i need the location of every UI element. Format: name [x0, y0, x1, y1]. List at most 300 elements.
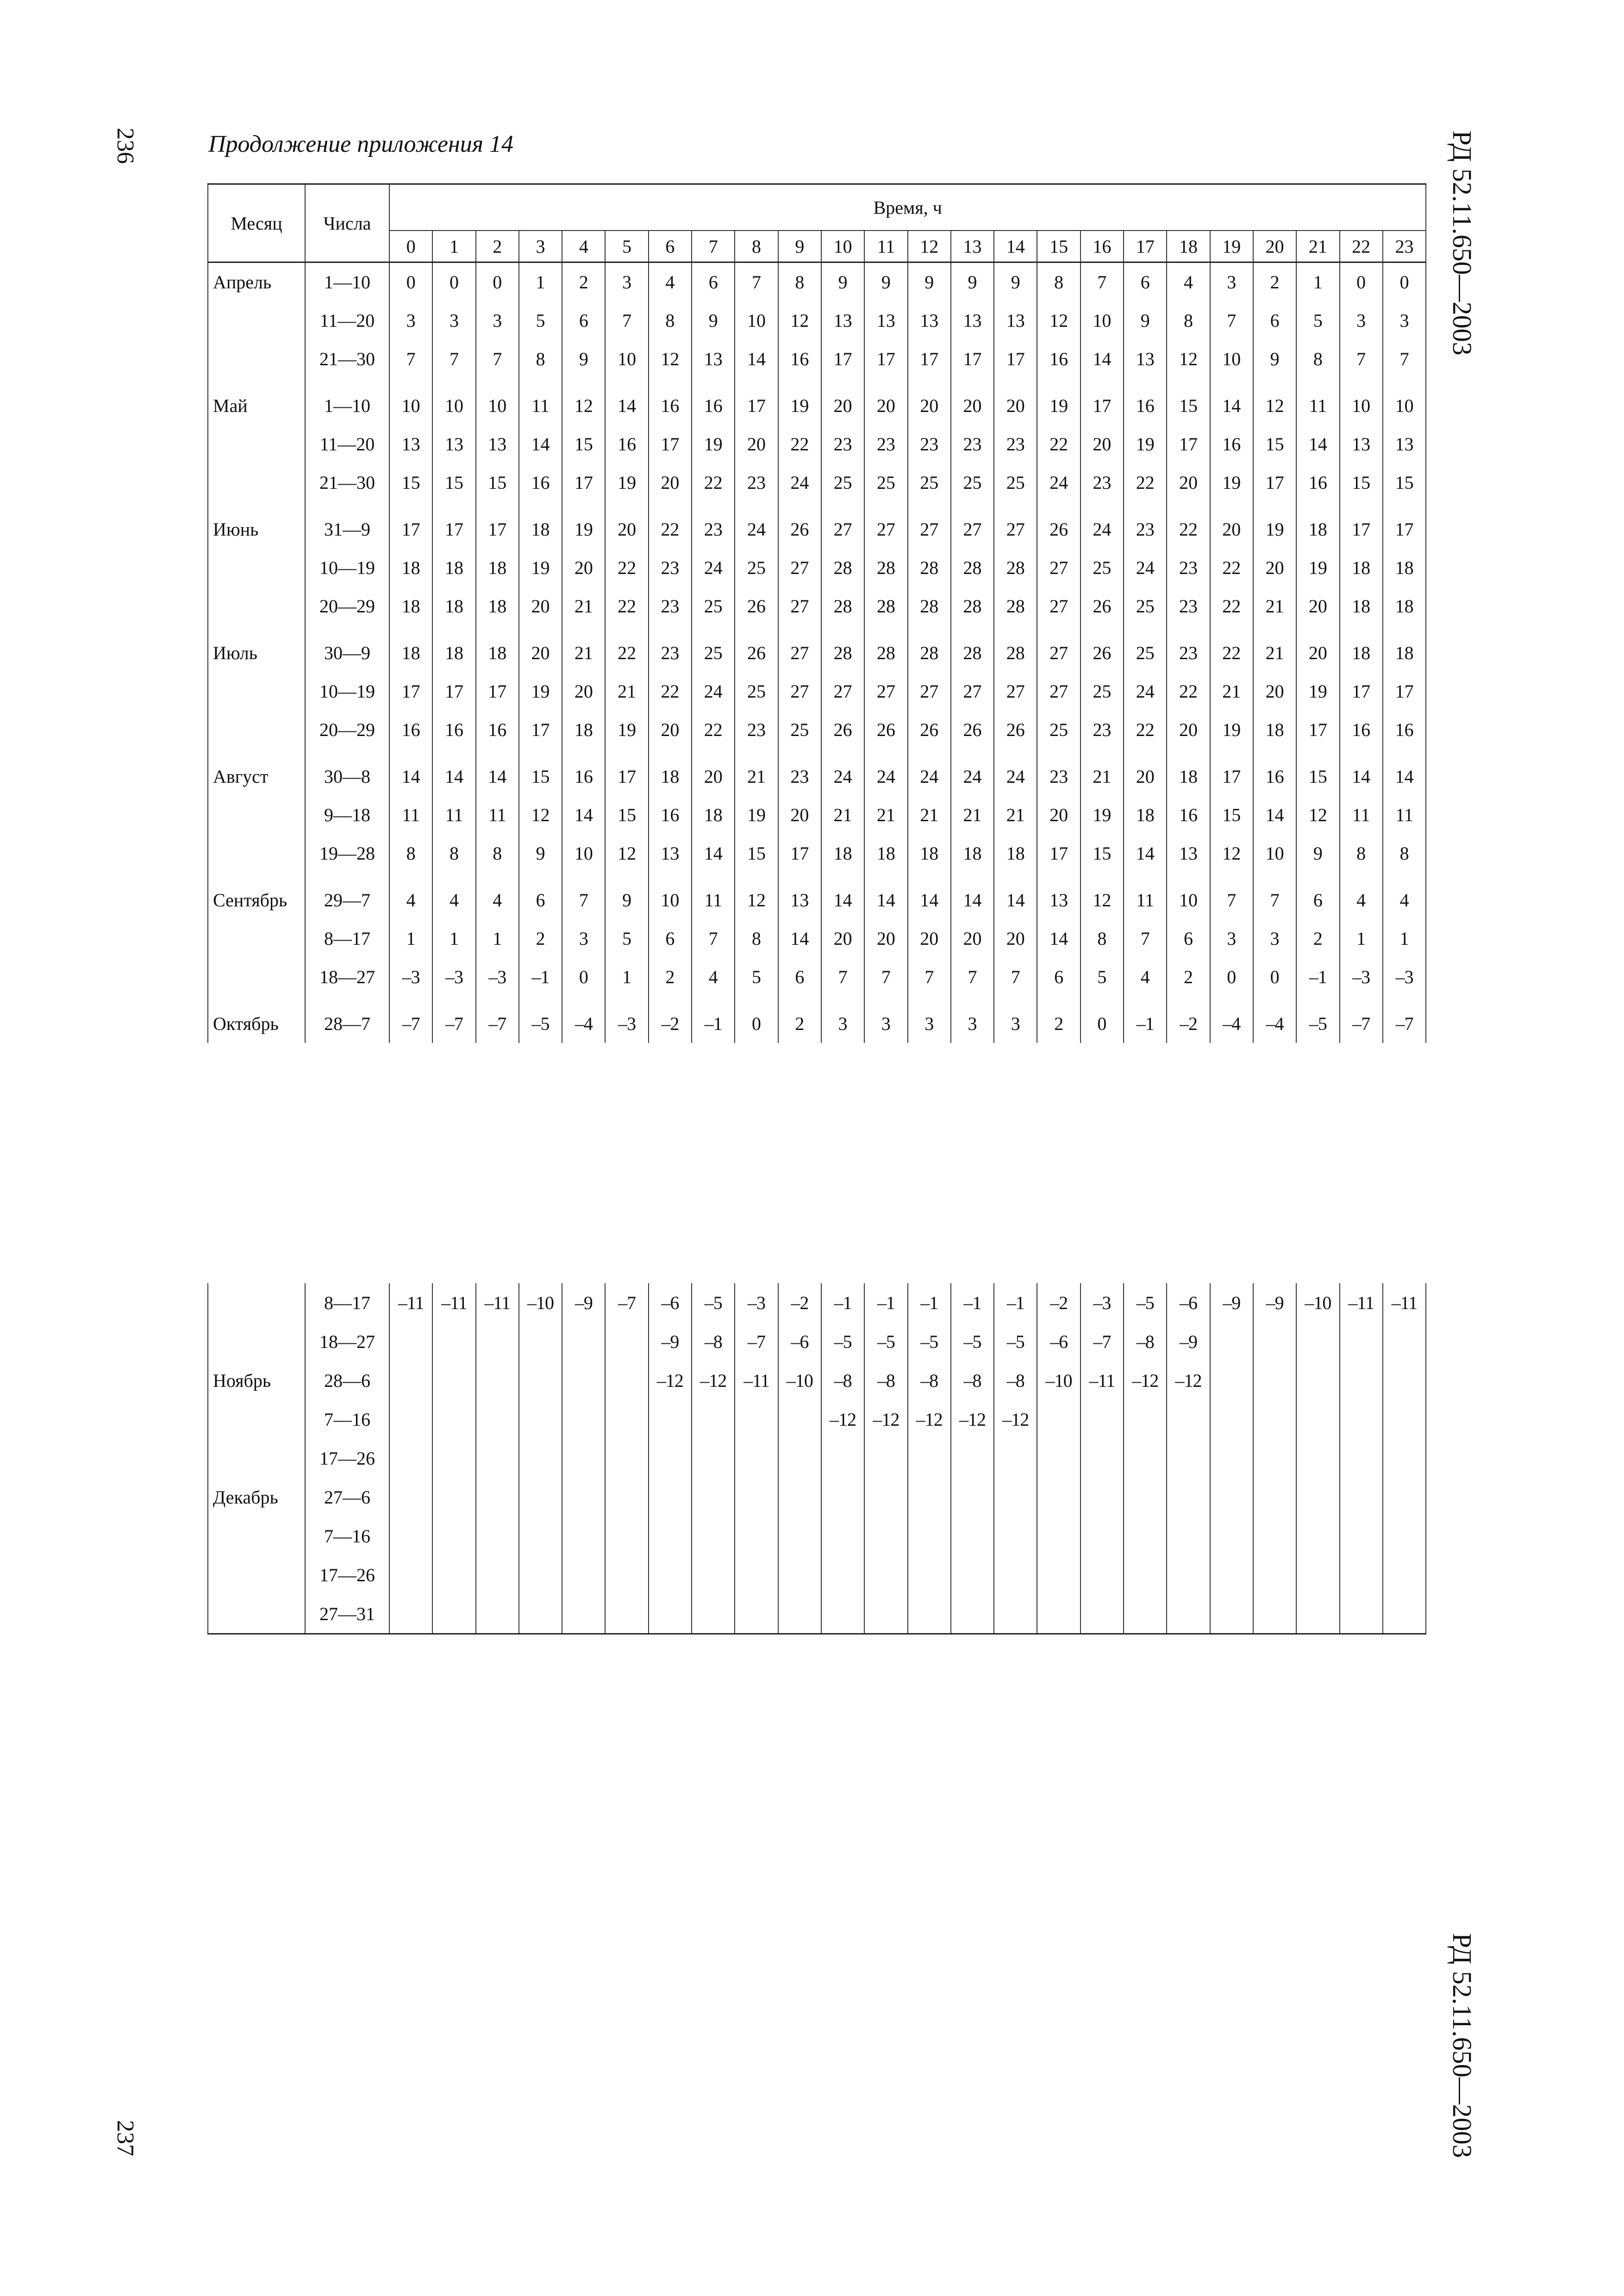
value-cell: 13 [649, 834, 692, 873]
value-cell: 16 [476, 711, 519, 749]
value-cell: 23 [1167, 549, 1210, 587]
value-cell: 28 [994, 549, 1037, 587]
value-cell [605, 1439, 648, 1478]
month-cell [208, 834, 305, 873]
value-cell: 28 [864, 549, 907, 587]
value-cell: 2 [1037, 996, 1080, 1043]
month-cell [208, 958, 305, 996]
dates-cell: 27—31 [305, 1594, 389, 1634]
value-cell [735, 1516, 778, 1555]
value-cell: 11 [476, 796, 519, 834]
document-code-top: РД 52.11.650—2003 [1447, 131, 1477, 356]
hours-header-row [208, 231, 1426, 262]
dates-cell: 11—20 [305, 301, 389, 340]
value-cell: 27 [821, 502, 864, 549]
value-cell: 18 [1340, 587, 1383, 625]
value-cell: 21 [1081, 749, 1124, 796]
value-cell: 20 [821, 919, 864, 958]
value-cell [1383, 1361, 1426, 1400]
dates-cell: 9—18 [305, 796, 389, 834]
value-cell: 3 [864, 996, 907, 1043]
value-cell [432, 1594, 475, 1634]
value-cell [1340, 1478, 1383, 1516]
value-cell [389, 1439, 432, 1478]
value-cell: 17 [821, 340, 864, 378]
value-cell: –5 [692, 1283, 735, 1322]
value-cell: 14 [519, 425, 562, 463]
value-cell: 25 [821, 463, 864, 502]
value-cell [1383, 1400, 1426, 1439]
value-cell: 2 [778, 996, 821, 1043]
value-cell: 21 [821, 796, 864, 834]
dates-cell: 18—27 [305, 1322, 389, 1361]
value-cell: 12 [1167, 340, 1210, 378]
value-cell: 13 [476, 425, 519, 463]
value-cell [605, 1400, 648, 1439]
value-cell: 9 [994, 262, 1037, 302]
value-cell: 15 [562, 425, 605, 463]
value-cell: 19 [1037, 378, 1080, 425]
value-cell: 17 [994, 340, 1037, 378]
value-cell: 9 [692, 301, 735, 340]
value-cell: 27 [994, 672, 1037, 711]
value-cell [1124, 1439, 1167, 1478]
value-cell: 0 [432, 262, 475, 302]
value-cell: 8 [432, 834, 475, 873]
value-cell: 20 [519, 625, 562, 672]
table-row [208, 996, 1426, 1043]
value-cell: 20 [908, 919, 951, 958]
month-column-header: Месяц [208, 184, 305, 262]
value-cell: 22 [1210, 625, 1253, 672]
value-cell: 13 [1167, 834, 1210, 873]
value-cell: –1 [908, 1283, 951, 1322]
value-cell: 6 [519, 873, 562, 919]
value-cell: 27 [1037, 587, 1080, 625]
hour-header: 9 [778, 231, 821, 262]
value-cell [951, 1594, 994, 1634]
value-cell: 16 [1340, 711, 1383, 749]
value-cell: 6 [1167, 919, 1210, 958]
value-cell: 19 [1081, 796, 1124, 834]
value-cell: 11 [1296, 378, 1339, 425]
value-cell: 3 [562, 919, 605, 958]
value-cell: 17 [389, 502, 432, 549]
value-cell: 26 [778, 502, 821, 549]
value-cell: 7 [692, 919, 735, 958]
value-cell: 15 [1253, 425, 1296, 463]
table-row [208, 378, 1426, 425]
value-cell: 18 [1383, 587, 1426, 625]
value-cell: 25 [864, 463, 907, 502]
value-cell [692, 1594, 735, 1634]
value-cell: –8 [994, 1361, 1037, 1400]
value-cell: 14 [821, 873, 864, 919]
value-cell: 20 [519, 587, 562, 625]
value-cell: 8 [476, 834, 519, 873]
hour-header: 16 [1081, 231, 1124, 262]
dates-cell: 8—17 [305, 919, 389, 958]
value-cell: 7 [1253, 873, 1296, 919]
value-cell: 8 [1167, 301, 1210, 340]
value-cell [821, 1439, 864, 1478]
value-cell: 25 [692, 625, 735, 672]
value-cell [649, 1478, 692, 1516]
value-cell: 4 [389, 873, 432, 919]
value-cell: –8 [821, 1361, 864, 1400]
table-row [208, 340, 1426, 378]
value-cell: 19 [692, 425, 735, 463]
value-cell: 17 [519, 711, 562, 749]
value-cell: 28 [951, 549, 994, 587]
value-cell: 0 [735, 996, 778, 1043]
value-cell: 25 [908, 463, 951, 502]
value-cell [692, 1478, 735, 1516]
value-cell: 19 [605, 463, 648, 502]
value-cell: 20 [1167, 463, 1210, 502]
value-cell: 25 [735, 672, 778, 711]
month-cell: Июль [208, 625, 305, 672]
value-cell [994, 1555, 1037, 1594]
value-cell [1081, 1400, 1124, 1439]
value-cell [908, 1439, 951, 1478]
value-cell: 1 [432, 919, 475, 958]
value-cell: 20 [951, 378, 994, 425]
table-row [208, 919, 1426, 958]
value-cell: 28 [994, 625, 1037, 672]
month-cell: Ноябрь [208, 1361, 305, 1400]
value-cell: 8 [735, 919, 778, 958]
hour-header: 5 [605, 231, 648, 262]
value-cell: 12 [605, 834, 648, 873]
month-cell [208, 1516, 305, 1555]
value-cell: 22 [1124, 463, 1167, 502]
value-cell: 6 [1253, 301, 1296, 340]
value-cell: 25 [1037, 711, 1080, 749]
value-cell: –1 [821, 1283, 864, 1322]
value-cell: 24 [864, 749, 907, 796]
value-cell: 0 [562, 958, 605, 996]
value-cell: 1 [1340, 919, 1383, 958]
value-cell: 20 [649, 463, 692, 502]
value-cell: 14 [1253, 796, 1296, 834]
value-cell: 17 [1340, 502, 1383, 549]
value-cell: 25 [1081, 549, 1124, 587]
value-cell: 18 [1253, 711, 1296, 749]
value-cell: 14 [605, 378, 648, 425]
value-cell [519, 1478, 562, 1516]
value-cell [735, 1555, 778, 1594]
value-cell: 7 [1210, 873, 1253, 919]
value-cell: 1 [389, 919, 432, 958]
value-cell: –11 [735, 1361, 778, 1400]
value-cell: 13 [432, 425, 475, 463]
value-cell: 9 [1124, 301, 1167, 340]
hour-header: 7 [692, 231, 735, 262]
value-cell [951, 1439, 994, 1478]
value-cell: –10 [1296, 1283, 1339, 1322]
value-cell: 18 [432, 587, 475, 625]
value-cell: 18 [519, 502, 562, 549]
value-cell: 14 [778, 919, 821, 958]
value-cell: 16 [778, 340, 821, 378]
value-cell: –4 [1253, 996, 1296, 1043]
value-cell: –11 [389, 1283, 432, 1322]
value-cell: –7 [389, 996, 432, 1043]
value-cell: 21 [562, 587, 605, 625]
value-cell [476, 1555, 519, 1594]
value-cell: 10 [1081, 301, 1124, 340]
table-row [208, 711, 1426, 749]
value-cell [692, 1555, 735, 1594]
value-cell: –7 [1383, 996, 1426, 1043]
value-cell: 28 [908, 549, 951, 587]
value-cell: 22 [1210, 587, 1253, 625]
value-cell: –8 [864, 1361, 907, 1400]
continuation-title: Продолжение приложения 14 [208, 131, 513, 157]
value-cell: 27 [1037, 625, 1080, 672]
value-cell [432, 1555, 475, 1594]
value-cell: –7 [1081, 1322, 1124, 1361]
value-cell [1081, 1439, 1124, 1478]
value-cell: –5 [994, 1322, 1037, 1361]
value-cell: 19 [735, 796, 778, 834]
value-cell: 9 [951, 262, 994, 302]
value-cell [562, 1594, 605, 1634]
value-cell: 23 [692, 502, 735, 549]
value-cell: 17 [778, 834, 821, 873]
dates-cell: 30—8 [305, 749, 389, 796]
value-cell: 18 [1296, 502, 1339, 549]
value-cell: 23 [1167, 625, 1210, 672]
month-cell: Август [208, 749, 305, 796]
table-row [208, 463, 1426, 502]
value-cell: 20 [1253, 549, 1296, 587]
value-cell: 21 [864, 796, 907, 834]
value-cell: –9 [1210, 1283, 1253, 1322]
month-cell [208, 1322, 305, 1361]
month-cell [208, 1594, 305, 1634]
value-cell [1383, 1439, 1426, 1478]
value-cell: 18 [432, 625, 475, 672]
value-cell: 1 [1383, 919, 1426, 958]
value-cell: 28 [908, 625, 951, 672]
value-cell: 16 [605, 425, 648, 463]
dates-cell: 20—29 [305, 587, 389, 625]
value-cell: 18 [821, 834, 864, 873]
value-cell: 2 [1253, 262, 1296, 302]
value-cell: 22 [1210, 549, 1253, 587]
value-cell [735, 1594, 778, 1634]
value-cell: 7 [1210, 301, 1253, 340]
table-row [208, 958, 1426, 996]
value-cell [864, 1478, 907, 1516]
value-cell: 24 [908, 749, 951, 796]
value-cell: 16 [692, 378, 735, 425]
value-cell: 8 [1081, 919, 1124, 958]
value-cell: 23 [778, 749, 821, 796]
value-cell: 18 [432, 549, 475, 587]
dates-cell: 18—27 [305, 958, 389, 996]
value-cell: 16 [389, 711, 432, 749]
value-cell: 18 [1383, 625, 1426, 672]
value-cell [432, 1400, 475, 1439]
value-cell: 17 [432, 672, 475, 711]
dates-cell: 7—16 [305, 1400, 389, 1439]
value-cell [1037, 1555, 1080, 1594]
value-cell [778, 1400, 821, 1439]
value-cell: 19 [1296, 549, 1339, 587]
value-cell: 24 [1124, 549, 1167, 587]
value-cell [649, 1555, 692, 1594]
value-cell: 22 [605, 625, 648, 672]
value-cell: –12 [649, 1361, 692, 1400]
value-cell [649, 1400, 692, 1439]
dates-cell: 27—6 [305, 1478, 389, 1516]
value-cell: 6 [562, 301, 605, 340]
value-cell: –10 [778, 1361, 821, 1400]
value-cell: 4 [1340, 873, 1383, 919]
value-cell: –8 [692, 1322, 735, 1361]
value-cell: 14 [735, 340, 778, 378]
value-cell: 25 [778, 711, 821, 749]
value-cell [1253, 1400, 1296, 1439]
value-cell: 27 [778, 549, 821, 587]
value-cell: 7 [389, 340, 432, 378]
month-cell [208, 587, 305, 625]
value-cell: –3 [476, 958, 519, 996]
value-cell [562, 1478, 605, 1516]
value-cell: 20 [649, 711, 692, 749]
table-row [208, 749, 1426, 796]
value-cell: 19 [1296, 672, 1339, 711]
value-cell: 23 [649, 625, 692, 672]
month-cell [208, 1400, 305, 1439]
value-cell [1296, 1322, 1339, 1361]
value-cell: 14 [432, 749, 475, 796]
value-cell: 11 [692, 873, 735, 919]
value-cell [389, 1594, 432, 1634]
dates-cell: 21—30 [305, 463, 389, 502]
value-cell: 3 [951, 996, 994, 1043]
value-cell [1253, 1361, 1296, 1400]
value-cell [476, 1400, 519, 1439]
value-cell [389, 1322, 432, 1361]
value-cell [1340, 1361, 1383, 1400]
value-cell: 20 [994, 919, 1037, 958]
value-cell: 13 [951, 301, 994, 340]
value-cell: 22 [649, 502, 692, 549]
value-cell: 18 [476, 549, 519, 587]
value-cell: 4 [432, 873, 475, 919]
value-cell [778, 1478, 821, 1516]
value-cell [1167, 1516, 1210, 1555]
value-cell: 18 [908, 834, 951, 873]
value-cell: 27 [908, 672, 951, 711]
hour-header: 21 [1296, 231, 1339, 262]
value-cell: 17 [1383, 672, 1426, 711]
value-cell: 19 [1253, 502, 1296, 549]
value-cell: 9 [1253, 340, 1296, 378]
value-cell: 18 [951, 834, 994, 873]
value-cell: 12 [519, 796, 562, 834]
value-cell: –8 [908, 1361, 951, 1400]
value-cell: 3 [1340, 301, 1383, 340]
table-row [208, 1516, 1426, 1555]
value-cell: –5 [951, 1322, 994, 1361]
value-cell: 4 [692, 958, 735, 996]
value-cell: 15 [1340, 463, 1383, 502]
value-cell: –7 [432, 996, 475, 1043]
table-row [208, 301, 1426, 340]
value-cell: 20 [735, 425, 778, 463]
value-cell: 10 [1383, 378, 1426, 425]
value-cell [1037, 1594, 1080, 1634]
dates-cell: 30—9 [305, 625, 389, 672]
value-cell: 6 [778, 958, 821, 996]
value-cell [519, 1322, 562, 1361]
value-cell [1081, 1516, 1124, 1555]
value-cell: 8 [1383, 834, 1426, 873]
value-cell: 4 [649, 262, 692, 302]
value-cell: 19 [519, 549, 562, 587]
value-cell: 16 [1383, 711, 1426, 749]
value-cell: 10 [1340, 378, 1383, 425]
dates-cell: 17—26 [305, 1439, 389, 1478]
table-row [208, 834, 1426, 873]
value-cell [1296, 1516, 1339, 1555]
value-cell: 1 [605, 958, 648, 996]
hour-header: 4 [562, 231, 605, 262]
value-cell: 18 [649, 749, 692, 796]
value-cell: 9 [605, 873, 648, 919]
value-cell: 24 [692, 549, 735, 587]
value-cell [476, 1439, 519, 1478]
value-cell: 16 [1037, 340, 1080, 378]
value-cell [1210, 1361, 1253, 1400]
value-cell: –6 [778, 1322, 821, 1361]
table-row [208, 672, 1426, 711]
value-cell: 25 [1124, 625, 1167, 672]
value-cell: 26 [908, 711, 951, 749]
value-cell: 17 [1253, 463, 1296, 502]
value-cell [649, 1439, 692, 1478]
value-cell [1296, 1555, 1339, 1594]
value-cell [821, 1594, 864, 1634]
value-cell: 10 [1167, 873, 1210, 919]
table-row [208, 1400, 1426, 1439]
value-cell [389, 1555, 432, 1594]
value-cell [1253, 1439, 1296, 1478]
value-cell: –7 [1340, 996, 1383, 1043]
value-cell: 20 [1210, 502, 1253, 549]
value-cell: 18 [389, 549, 432, 587]
dates-cell: 11—20 [305, 425, 389, 463]
value-cell: 14 [951, 873, 994, 919]
value-cell [389, 1516, 432, 1555]
value-cell: 12 [1037, 301, 1080, 340]
table-row [208, 796, 1426, 834]
value-cell [1210, 1594, 1253, 1634]
value-cell: –3 [605, 996, 648, 1043]
value-cell: 7 [1383, 340, 1426, 378]
value-cell: –8 [1124, 1322, 1167, 1361]
value-cell: –12 [821, 1400, 864, 1439]
value-cell: 25 [994, 463, 1037, 502]
hour-header: 3 [519, 231, 562, 262]
value-cell: 10 [649, 873, 692, 919]
value-cell: 17 [389, 672, 432, 711]
